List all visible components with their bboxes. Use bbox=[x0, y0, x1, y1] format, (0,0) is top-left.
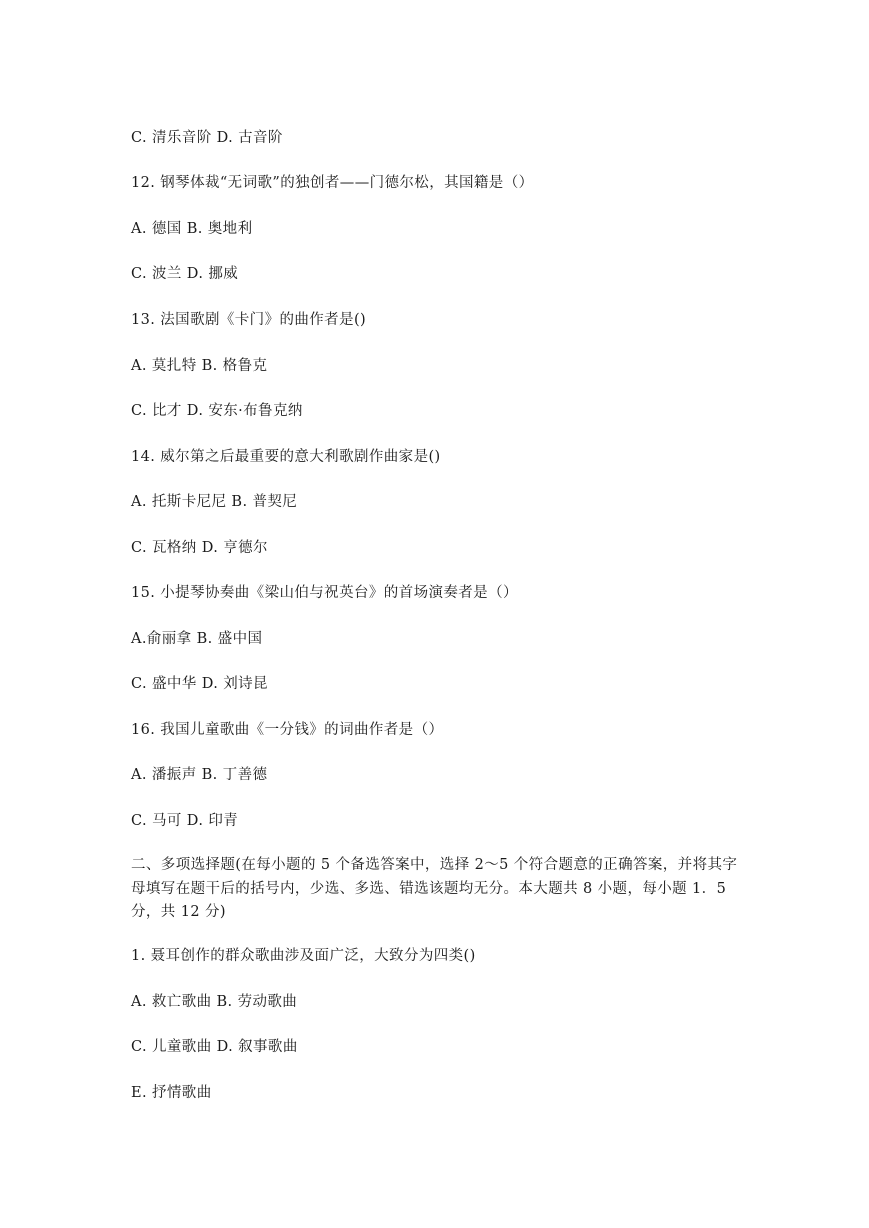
question-14: 14. 威尔第之后最重要的意大利歌剧作曲家是() bbox=[131, 449, 441, 465]
question-13: 13. 法国歌剧《卡门》的曲作者是() bbox=[131, 312, 367, 328]
option-line-15-cd: C. 盛中华 D. 刘诗昆 bbox=[131, 676, 268, 692]
section-heading-line-2: 母填写在题干后的括号内，少选、多选、错选该题均无分。本大题共 8 小题，每小题 1．5 bbox=[131, 881, 727, 897]
question-15: 15. 小提琴协奏曲《梁山伯与祝英台》的首场演奏者是（） bbox=[131, 585, 518, 601]
question-16: 16. 我国儿童歌曲《一分钱》的词曲作者是（） bbox=[131, 722, 444, 738]
option-line-16-ab: A. 潘振声 B. 丁善德 bbox=[131, 767, 268, 783]
option-line-14-cd: C. 瓦格纳 D. 亨德尔 bbox=[131, 540, 268, 556]
multi-option-line-1-ab: A. 救亡歌曲 B. 劳动歌曲 bbox=[131, 994, 298, 1010]
multi-question-1: 1. 聂耳创作的群众歌曲涉及面广泛，大致分为四类() bbox=[131, 948, 476, 964]
section-heading-line-3: 分，共 12 分) bbox=[131, 904, 226, 920]
multi-option-line-1-e: E. 抒情歌曲 bbox=[131, 1085, 212, 1101]
option-line-15-ab: A.俞丽拿 B. 盛中国 bbox=[131, 631, 263, 647]
multi-option-line-1-cd: C. 儿童歌曲 D. 叙事歌曲 bbox=[131, 1039, 298, 1055]
option-line-13-ab: A. 莫扎特 B. 格鲁克 bbox=[131, 358, 268, 374]
option-line-11-cd: C. 清乐音阶 D. 古音阶 bbox=[131, 130, 283, 146]
question-12: 12. 钢琴体裁“无词歌”的独创者——门德尔松，其国籍是（） bbox=[131, 175, 534, 191]
option-line-12-ab: A. 德国 B. 奥地利 bbox=[131, 221, 253, 237]
option-line-16-cd: C. 马可 D. 印青 bbox=[131, 813, 239, 829]
option-line-12-cd: C. 波兰 D. 挪威 bbox=[131, 266, 239, 282]
option-line-14-ab: A. 托斯卡尼尼 B. 普契尼 bbox=[131, 494, 298, 510]
section-heading-line-1: 二、多项选择题(在每小题的 5 个备选答案中，选择 2～5 个符合题意的正确答案，并将其字 bbox=[131, 857, 738, 873]
option-line-13-cd: C. 比才 D. 安东·布鲁克纳 bbox=[131, 403, 303, 419]
